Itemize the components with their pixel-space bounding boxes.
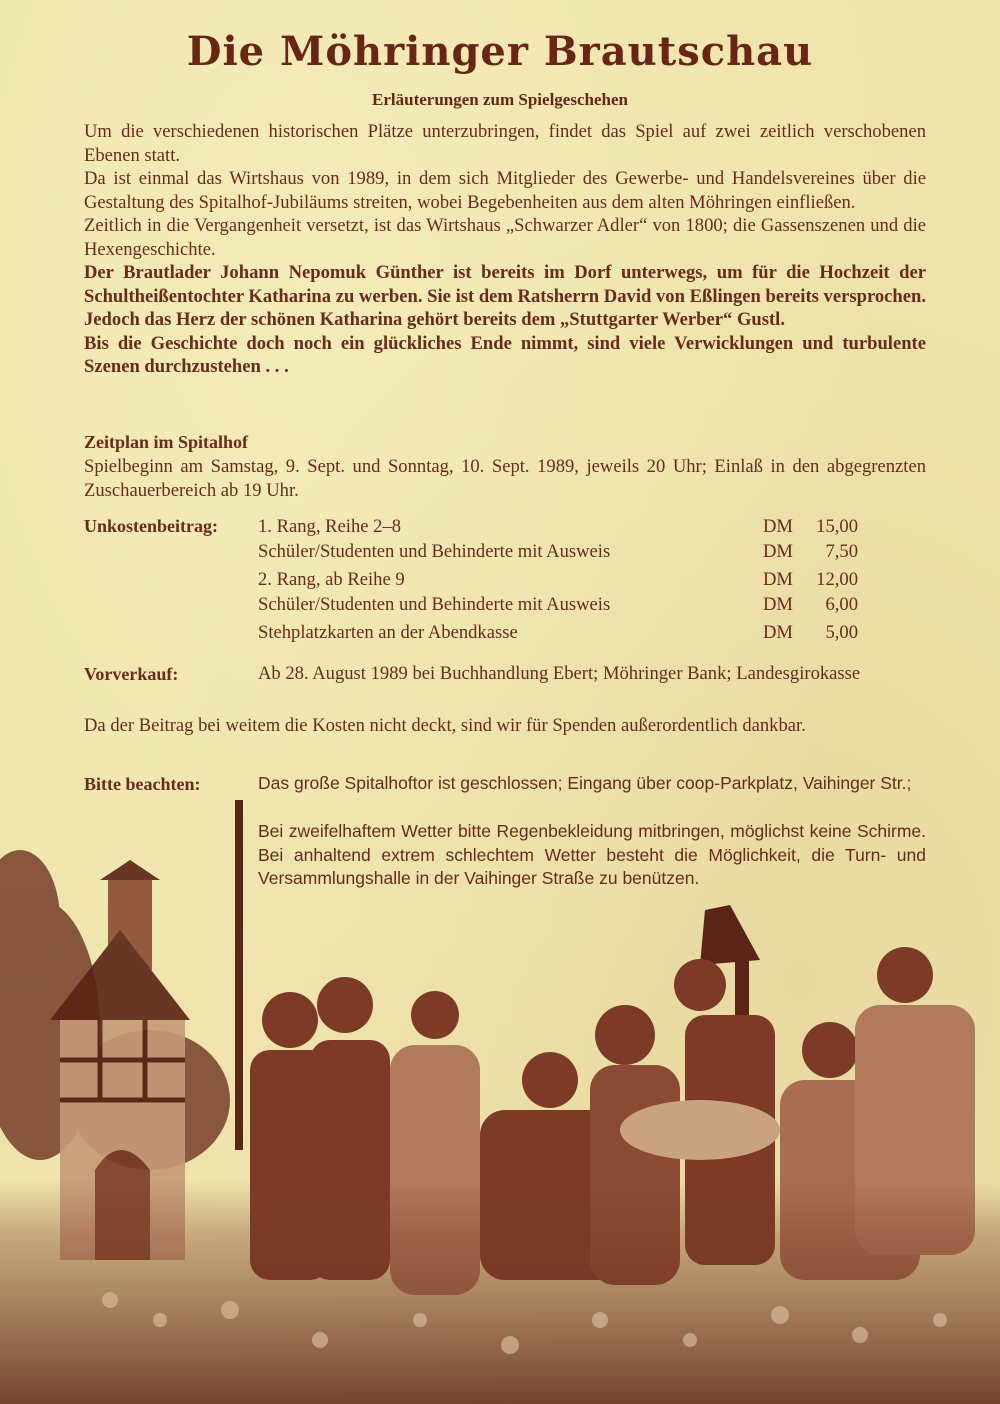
price-desc: 1. Rang, Reihe 2–8: [258, 516, 402, 537]
page-title: Die Möhringer Brautschau: [186, 28, 814, 75]
schedule-heading: Zeitplan im Spitalhof: [84, 432, 249, 452]
notes-text-1: Das große Spitalhoftor ist geschlossen; Eingang über coop-Parkplatz, Vaihinger Str.;: [258, 773, 912, 793]
story-paragraph: Bis die Geschichte doch noch ein glückliches Ende nimmt, sind viele Verwicklungen und turbulente Szenen durchzustehen . . .: [84, 332, 926, 377]
price-value: 12,00: [816, 569, 858, 590]
price-currency: DM: [763, 541, 793, 562]
intro-text: [84, 120, 926, 379]
page-subtitle: Erläuterungen zum Spielgeschehen: [372, 90, 628, 109]
price-desc: Schüler/Studenten und Behinderte mit Ausweis: [258, 541, 611, 562]
price-currency: DM: [763, 516, 793, 537]
story-paragraph: Der Brautlader Johann Nepomuk Günther ist bereits im Dorf unterwegs, um für die Hochzeit der Schultheißentochter Katharina zu werben. Sie ist dem Ratsherrn David von Eßlingen bereits versprochen. Jedoch das Herz der schönen Katharina gehört bereits dem „Stuttgarter Werber“ Gustl.: [84, 262, 926, 330]
cast-photo: [0, 800, 1000, 1404]
presale-text: Ab 28. August 1989 bei Buchhandlung Ebert; Möhringer Bank; Landesgirokasse: [258, 663, 861, 684]
presale-label: Vorverkauf:: [84, 664, 179, 684]
pole: [235, 800, 243, 1150]
price-desc: 2. Rang, ab Reihe 9: [258, 569, 405, 590]
notes-label: Bitte beachten:: [84, 774, 201, 794]
costs-label: Unkostenbeitrag:: [84, 516, 218, 536]
price-desc: Stehplatzkarten an der Abendkasse: [258, 622, 518, 643]
notes-text-2: Bei zweifelhaftem Wetter bitte Regenbekleidung mitbringen, möglichst keine Schirme. Bei anhaltend extrem schlechtem Wetter besteht die Möglichkeit, die Turn- und Versammlungshalle in der Vaihinger Straße zu benützen.: [258, 821, 926, 888]
intro-paragraph: Da ist einmal das Wirtshaus von 1989, in dem sich Mitglieder des Gewerbe- und Handelsvereines über die Gestaltung des Spitalhof-Jubiläums streiten, wobei Begebenheiten aus dem alten Möhringen einfließen.: [84, 168, 926, 213]
price-value: 15,00: [816, 516, 858, 537]
intro-paragraph: Um die verschiedenen historischen Plätze unterzubringen, findet das Spiel auf zwei zeitlich verschobenen Ebenen statt.: [84, 121, 926, 166]
donation-text: Da der Beitrag bei weitem die Kosten nicht deckt, sind wir für Spenden außerordentlich dankbar.: [84, 715, 806, 736]
price-value: 5,00: [825, 622, 858, 643]
intro-paragraph: Zeitlich in die Vergangenheit versetzt, ist das Wirtshaus „Schwarzer Adler“ von 1800; die Gassenszenen und die Hexengeschichte.: [84, 215, 926, 260]
price-currency: DM: [763, 622, 793, 643]
price-currency: DM: [763, 569, 793, 590]
flower-bed: [0, 1180, 1000, 1404]
price-desc: Schüler/Studenten und Behinderte mit Ausweis: [258, 594, 611, 615]
price-value: 6,00: [825, 594, 858, 615]
price-value: 7,50: [825, 541, 858, 562]
schedule-text: Spielbeginn am Samstag, 9. Sept. und Sonntag, 10. Sept. 1989, jeweils 20 Uhr; Einlaß in den abgegrenzten Zuschauerbereich ab 19 Uhr.: [84, 456, 926, 501]
price-currency: DM: [763, 594, 793, 615]
basket: [620, 1100, 780, 1160]
